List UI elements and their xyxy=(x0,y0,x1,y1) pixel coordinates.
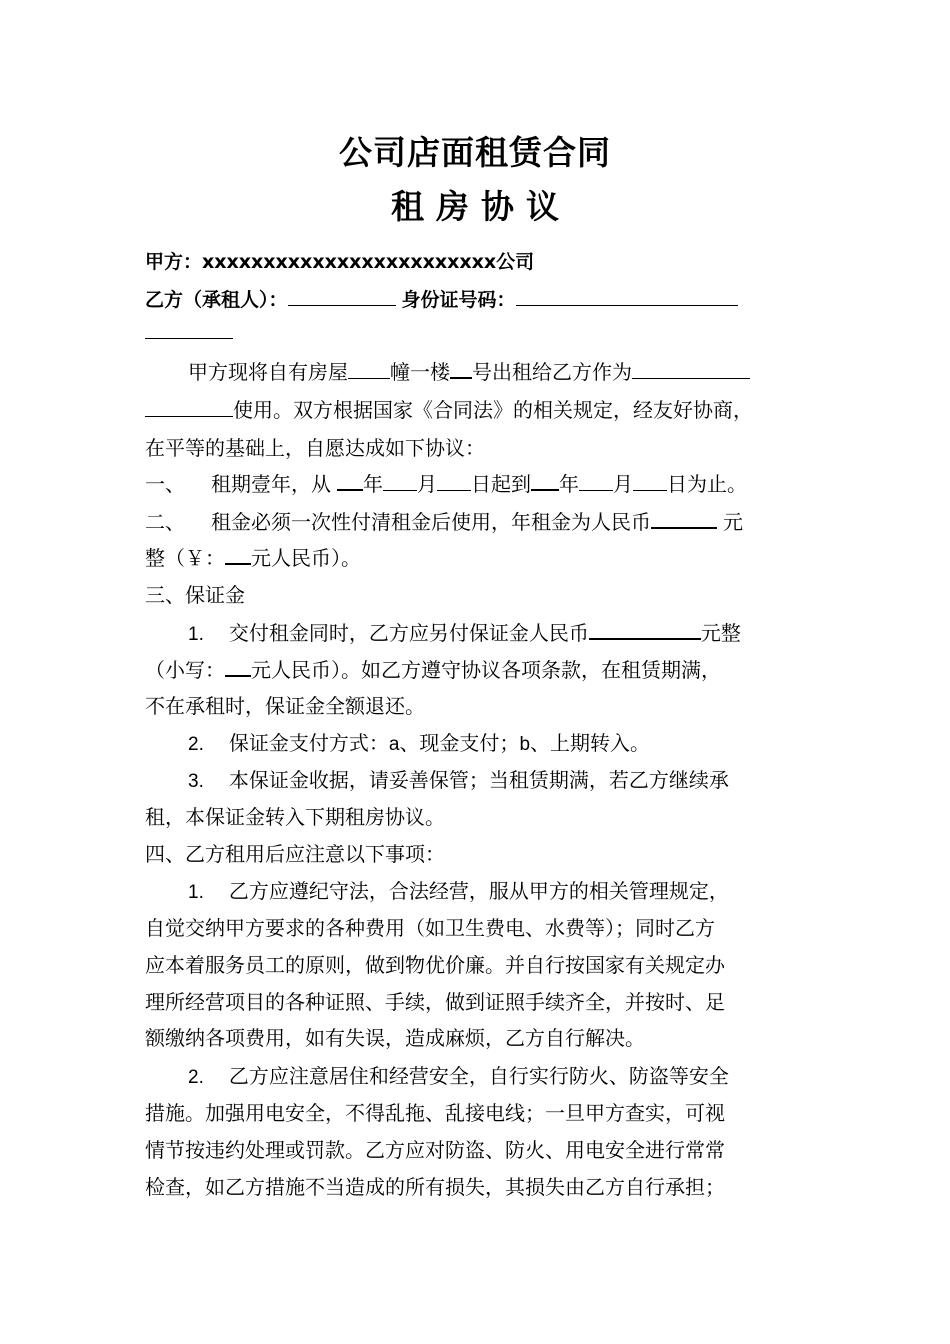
clause-3-item-1-line-2: （小写： 元人民币）。如乙方遵守协议各项条款，在租赁期满， xyxy=(145,655,721,684)
clause-3-item-1-line-1: 1. 交付租金同时，乙方应另付保证金人民币 元整 xyxy=(188,618,741,649)
clause-4-heading: 四、乙方租用后应注意以下事项： xyxy=(145,842,445,866)
clause-4-item-1-line-3: 应本着服务员工的原则，做到物优价廉。并自行按国家有关规定办 xyxy=(145,953,725,977)
id-number-label: 身份证号码： xyxy=(401,289,516,311)
party-b-label: 乙方（承租人）： xyxy=(145,289,288,311)
clause-2-number: 二、 xyxy=(145,510,185,534)
end-year-blank xyxy=(531,469,559,491)
building-number-blank xyxy=(348,358,390,379)
start-year-blank xyxy=(337,469,363,491)
clause-2-line-2: 整（￥： 元人民币）。 xyxy=(145,543,361,572)
clause-3-item-3-line-1: 3. 本保证金收据，请妥善保管；当租赁期满，若乙方继续承 xyxy=(188,768,729,792)
clause-3-item-1-line-3: 不在承租时，保证金全额退还。 xyxy=(145,694,425,718)
document-title: 公司店面租赁合同 xyxy=(339,133,611,172)
room-number-blank xyxy=(450,357,472,379)
clause-2-line-1: 二、 租金必须一次性付清租金后使用，年租金为人民币 元 xyxy=(145,507,743,536)
rent-amount-blank xyxy=(225,543,251,565)
clause-1-number: 一、 xyxy=(145,472,185,496)
annual-rent-blank xyxy=(651,507,717,529)
start-month-blank xyxy=(383,470,417,491)
party-b-line xyxy=(145,285,738,314)
document-subtitle: 租房协议 xyxy=(391,187,571,226)
usage-blank xyxy=(632,358,750,379)
clause-4-item-1-line-4: 理所经营项目的各种证照、手续，做到证照手续齐全，并按时、足 xyxy=(145,990,725,1014)
clause-3-item-3-line-2: 租，本保证金转入下期租房协议。 xyxy=(145,805,445,829)
clause-4-item-1-line-1: 1. 乙方应遵纪守法，合法经营，服从甲方的相关管理规定， xyxy=(188,879,729,903)
deposit-blank xyxy=(589,618,701,640)
party-b-name-blank xyxy=(288,285,396,306)
party-a-name: xxxxxxxxxxxxxxxxxxxxxxxx公司 xyxy=(202,251,535,273)
id-number-blank-cont xyxy=(145,318,233,346)
clause-4-item-2-line-1: 2. 乙方应注意居住和经营安全，自行实行防火、防盗等安全 xyxy=(188,1064,729,1088)
clause-1: 一、 租期壹年，从 年 月 日起到 年 月 日为止。 xyxy=(145,469,747,498)
party-a-label: 甲方： xyxy=(145,251,203,273)
clause-4-item-2-line-3: 情节按违约处理或罚款。乙方应对防盗、防火、用电安全进行常常 xyxy=(145,1138,725,1162)
party-a-line xyxy=(145,248,534,276)
id-number-blank xyxy=(516,285,738,306)
clause-4-item-1-line-5: 额缴纳各项费用，如有失误，造成麻烦，乙方自行解决。 xyxy=(145,1026,645,1050)
clause-4-item-2-line-2: 措施。加强用电安全，不得乱拖、乱接电线；一旦甲方查实，可视 xyxy=(145,1101,725,1125)
start-day-blank xyxy=(437,470,471,491)
clause-4-item-2-line-4: 检查，如乙方措施不当造成的所有损失，其损失由乙方自行承担； xyxy=(145,1175,725,1199)
preamble-line-1: 甲方现将自有房屋 幢一楼 号出租给乙方作为 xyxy=(188,357,750,386)
preamble-line-3: 在平等的基础上，自愿达成如下协议： xyxy=(145,436,485,460)
usage-blank-cont xyxy=(145,396,233,417)
end-month-blank xyxy=(579,470,613,491)
clause-4-item-1-line-2: 自觉交纳甲方要求的各种费用（如卫生费电、水费等）；同时乙方 xyxy=(145,916,715,940)
end-day-blank xyxy=(633,470,667,491)
clause-3-item-2: 2. 保证金支付方式：a、现金支付；b、上期转入。 xyxy=(188,731,651,755)
clause-3-heading: 三、保证金 xyxy=(145,583,245,607)
deposit-amount-blank xyxy=(225,655,251,677)
preamble-line-2: 使用。双方根据国家《合同法》的相关规定，经友好协商， xyxy=(145,396,753,424)
